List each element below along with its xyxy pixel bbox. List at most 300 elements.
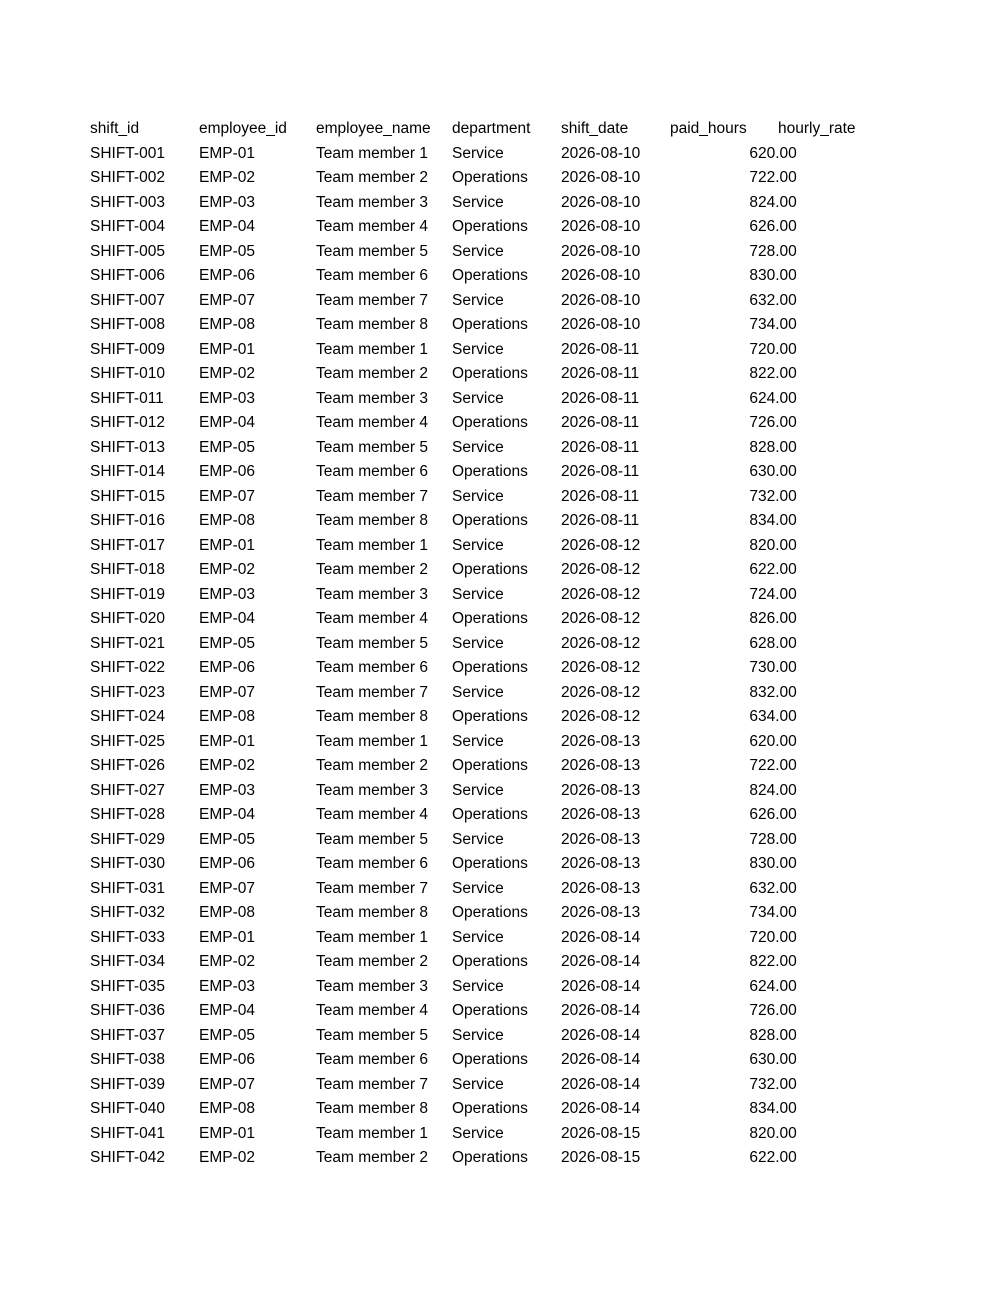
table-row [90,1146,970,1171]
cell-paid-hours: 7 [749,1075,758,1093]
table-row [90,558,970,583]
cell-shift-id: SHIFT-008 [90,316,165,333]
cell-shift-date: 2026-08-12 [561,536,641,554]
cell-hourly-rate: 20.00 [758,340,797,358]
cell-hourly-rate: 26.00 [758,806,797,823]
cell-employee-name: Team member 1 [316,144,428,162]
cell-employee-name: Team member 6 [316,1051,428,1068]
cell-employee-id: EMP-03 [199,389,255,407]
cell-paid-hours: 8 [749,781,758,799]
cell-shift-date: 2026-08-13 [561,904,641,921]
cell-hourly-rate: 22.00 [758,1149,797,1166]
cell-hourly-rate: 20.00 [758,144,797,162]
cell-employee-name: Team member 5 [316,634,428,652]
cell-employee-name: Team member 5 [316,242,428,260]
cell-paid-hours: 6 [749,732,758,750]
cell-shift-date: 2026-08-12 [561,585,641,603]
cell-department: Service [452,928,504,946]
cell-department: Operations [452,904,528,921]
cell-shift-date: 2026-08-14 [561,1051,641,1068]
cell-employee-id: EMP-05 [199,634,255,652]
cell-department: Service [452,536,504,554]
cell-employee-id: EMP-07 [199,1075,255,1093]
cell-shift-date: 2026-08-14 [561,1100,641,1117]
cell-department: Service [452,781,504,799]
cell-hourly-rate: 24.00 [758,193,797,211]
cell-paid-hours: 8 [749,365,758,382]
cell-hourly-rate: 28.00 [758,438,797,456]
cell-hourly-rate: 34.00 [758,1100,797,1117]
cell-department: Service [452,1026,504,1044]
table-row [90,926,970,951]
cell-employee-id: EMP-08 [199,512,255,529]
table-row [90,509,970,534]
cell-employee-name: Team member 7 [316,1075,428,1093]
cell-employee-name: Team member 2 [316,169,428,186]
cell-hourly-rate: 32.00 [758,291,797,309]
cell-employee-name: Team member 8 [316,512,428,529]
cell-shift-id: SHIFT-007 [90,291,165,309]
cell-shift-date: 2026-08-13 [561,855,641,872]
column-header-shift-date: shift_date [561,120,629,137]
cell-shift-id: SHIFT-020 [90,610,165,627]
cell-department: Operations [452,855,528,872]
table-row [90,1122,970,1147]
cell-department: Operations [452,1051,528,1068]
cell-department: Operations [452,169,528,186]
cell-shift-date: 2026-08-14 [561,928,641,946]
table-row [90,656,970,681]
table-row [90,362,970,387]
cell-hourly-rate: 26.00 [758,610,797,627]
cell-shift-date: 2026-08-13 [561,757,641,774]
cell-paid-hours: 8 [749,855,758,872]
cell-shift-id: SHIFT-017 [90,536,165,554]
cell-employee-id: EMP-01 [199,732,255,750]
table-row [90,999,970,1024]
cell-employee-id: EMP-03 [199,585,255,603]
cell-shift-date: 2026-08-10 [561,193,641,211]
cell-paid-hours: 6 [749,463,758,480]
cell-shift-date: 2026-08-13 [561,732,641,750]
cell-employee-id: EMP-01 [199,1124,255,1142]
cell-shift-date: 2026-08-10 [561,169,641,186]
cell-shift-id: SHIFT-002 [90,169,165,186]
cell-shift-date: 2026-08-11 [561,389,640,407]
cell-shift-id: SHIFT-026 [90,757,165,774]
cell-paid-hours: 6 [749,144,758,162]
column-header-department: department [452,120,531,137]
cell-hourly-rate: 24.00 [758,977,797,995]
cell-shift-date: 2026-08-14 [561,1026,641,1044]
cell-department: Service [452,879,504,897]
cell-hourly-rate: 24.00 [758,389,797,407]
cell-paid-hours: 8 [749,267,758,284]
table-row [90,313,970,338]
table-row [90,338,970,363]
cell-hourly-rate: 32.00 [758,1075,797,1093]
table-row [90,877,970,902]
cell-shift-id: SHIFT-028 [90,806,165,823]
cell-shift-id: SHIFT-022 [90,659,165,676]
cell-shift-date: 2026-08-11 [561,463,640,480]
cell-shift-id: SHIFT-025 [90,732,165,750]
cell-department: Operations [452,218,528,235]
table-row [90,436,970,461]
cell-department: Service [452,634,504,652]
cell-paid-hours: 8 [749,193,758,211]
cell-paid-hours: 8 [749,1124,758,1142]
cell-paid-hours: 7 [749,928,758,946]
cell-department: Service [452,487,504,505]
cell-employee-name: Team member 3 [316,977,428,995]
cell-employee-id: EMP-06 [199,463,255,480]
cell-shift-id: SHIFT-029 [90,830,165,848]
cell-hourly-rate: 20.00 [758,928,797,946]
cell-shift-id: SHIFT-023 [90,683,165,701]
cell-shift-id: SHIFT-019 [90,585,165,603]
cell-hourly-rate: 24.00 [758,781,797,799]
cell-department: Operations [452,267,528,284]
cell-employee-name: Team member 2 [316,1149,428,1166]
cell-employee-id: EMP-01 [199,144,255,162]
cell-shift-id: SHIFT-030 [90,855,165,872]
cell-department: Operations [452,414,528,431]
cell-hourly-rate: 34.00 [758,904,797,921]
cell-shift-date: 2026-08-11 [561,438,640,456]
cell-hourly-rate: 28.00 [758,830,797,848]
cell-paid-hours: 8 [749,536,758,554]
cell-paid-hours: 6 [749,708,758,725]
cell-department: Operations [452,1100,528,1117]
cell-paid-hours: 6 [749,1051,758,1068]
cell-department: Service [452,340,504,358]
cell-employee-id: EMP-08 [199,1100,255,1117]
cell-shift-date: 2026-08-12 [561,659,641,676]
cell-hourly-rate: 28.00 [758,1026,797,1044]
table-row [90,950,970,975]
cell-department: Service [452,242,504,260]
cell-employee-id: EMP-02 [199,953,255,970]
cell-shift-id: SHIFT-004 [90,218,165,235]
cell-hourly-rate: 26.00 [758,218,797,235]
cell-department: Operations [452,806,528,823]
column-header-hourly-rate: hourly_rate [778,120,856,137]
cell-hourly-rate: 28.00 [758,634,797,652]
column-header-paid-hours: paid_hours [670,120,747,137]
cell-paid-hours: 7 [749,757,758,774]
column-header-shift-id: shift_id [90,120,140,137]
cell-employee-name: Team member 5 [316,830,428,848]
cell-employee-id: EMP-07 [199,683,255,701]
cell-employee-id: EMP-07 [199,487,255,505]
cell-shift-date: 2026-08-10 [561,316,641,333]
cell-hourly-rate: 26.00 [758,1002,797,1019]
cell-shift-id: SHIFT-001 [90,144,165,162]
cell-employee-name: Team member 3 [316,389,428,407]
cell-employee-name: Team member 6 [316,267,428,284]
cell-paid-hours: 6 [749,1149,758,1166]
cell-employee-id: EMP-01 [199,340,255,358]
cell-employee-id: EMP-03 [199,193,255,211]
cell-employee-id: EMP-04 [199,414,255,431]
table-row [90,264,970,289]
cell-hourly-rate: 34.00 [758,512,797,529]
cell-employee-id: EMP-02 [199,1149,255,1166]
cell-employee-name: Team member 3 [316,193,428,211]
cell-shift-date: 2026-08-12 [561,634,641,652]
cell-employee-name: Team member 8 [316,316,428,333]
cell-department: Operations [452,512,528,529]
cell-hourly-rate: 30.00 [758,1051,797,1068]
cell-hourly-rate: 34.00 [758,708,797,725]
cell-employee-name: Team member 6 [316,659,428,676]
cell-employee-id: EMP-07 [199,291,255,309]
cell-paid-hours: 6 [749,977,758,995]
table-row [90,166,970,191]
table-row [90,1024,970,1049]
cell-employee-id: EMP-06 [199,267,255,284]
cell-department: Operations [452,757,528,774]
table-header-row [90,117,970,142]
cell-hourly-rate: 30.00 [758,463,797,480]
table-row [90,607,970,632]
cell-employee-name: Team member 1 [316,928,428,946]
table-row [90,779,970,804]
cell-shift-id: SHIFT-012 [90,414,165,431]
cell-paid-hours: 7 [749,904,758,921]
cell-employee-id: EMP-02 [199,365,255,382]
cell-hourly-rate: 22.00 [758,953,797,970]
table-row [90,632,970,657]
table-row [90,705,970,730]
cell-shift-id: SHIFT-009 [90,340,165,358]
cell-hourly-rate: 30.00 [758,659,797,676]
cell-employee-name: Team member 8 [316,708,428,725]
cell-shift-date: 2026-08-10 [561,218,641,235]
table-row [90,852,970,877]
cell-employee-name: Team member 5 [316,438,428,456]
cell-hourly-rate: 30.00 [758,855,797,872]
cell-shift-id: SHIFT-006 [90,267,165,284]
cell-hourly-rate: 22.00 [758,169,797,186]
cell-hourly-rate: 20.00 [758,1124,797,1142]
cell-department: Service [452,585,504,603]
cell-shift-id: SHIFT-016 [90,512,165,529]
cell-employee-name: Team member 7 [316,487,428,505]
table-row [90,485,970,510]
cell-paid-hours: 8 [749,610,758,627]
cell-employee-name: Team member 1 [316,1124,428,1142]
cell-employee-name: Team member 3 [316,781,428,799]
cell-department: Operations [452,1002,528,1019]
cell-employee-name: Team member 2 [316,757,428,774]
table-row [90,289,970,314]
cell-shift-id: SHIFT-011 [90,389,164,407]
cell-shift-date: 2026-08-12 [561,610,641,627]
cell-employee-id: EMP-06 [199,659,255,676]
cell-shift-id: SHIFT-042 [90,1149,165,1166]
cell-shift-date: 2026-08-13 [561,830,641,848]
cell-paid-hours: 7 [749,242,758,260]
cell-shift-id: SHIFT-037 [90,1026,165,1044]
cell-paid-hours: 7 [749,316,758,333]
cell-employee-name: Team member 4 [316,610,428,627]
cell-employee-name: Team member 6 [316,463,428,480]
table-row [90,215,970,240]
cell-shift-date: 2026-08-14 [561,1075,641,1093]
cell-shift-id: SHIFT-033 [90,928,165,946]
cell-department: Service [452,683,504,701]
cell-department: Service [452,389,504,407]
cell-employee-id: EMP-03 [199,977,255,995]
cell-shift-date: 2026-08-11 [561,512,640,529]
cell-shift-id: SHIFT-039 [90,1075,165,1093]
table-row [90,803,970,828]
cell-department: Operations [452,1149,528,1166]
table-row [90,534,970,559]
cell-shift-date: 2026-08-14 [561,953,641,970]
cell-department: Operations [452,316,528,333]
cell-hourly-rate: 22.00 [758,561,797,578]
cell-shift-id: SHIFT-038 [90,1051,165,1068]
cell-paid-hours: 7 [749,1002,758,1019]
cell-employee-id: EMP-03 [199,781,255,799]
cell-employee-id: EMP-08 [199,904,255,921]
cell-employee-name: Team member 7 [316,683,428,701]
cell-employee-id: EMP-02 [199,757,255,774]
cell-shift-date: 2026-08-11 [561,340,640,358]
cell-paid-hours: 7 [749,169,758,186]
table-row [90,754,970,779]
cell-shift-date: 2026-08-13 [561,806,641,823]
cell-shift-date: 2026-08-15 [561,1124,641,1142]
cell-employee-name: Team member 4 [316,218,428,235]
column-header-employee-name: employee_name [316,120,431,137]
cell-shift-id: SHIFT-024 [90,708,165,725]
table-row [90,1048,970,1073]
cell-employee-id: EMP-05 [199,830,255,848]
cell-department: Operations [452,463,528,480]
cell-employee-id: EMP-05 [199,438,255,456]
cell-shift-id: SHIFT-014 [90,463,165,480]
cell-hourly-rate: 22.00 [758,365,797,382]
cell-paid-hours: 6 [749,634,758,652]
cell-employee-name: Team member 2 [316,953,428,970]
cell-department: Service [452,144,504,162]
cell-department: Operations [452,659,528,676]
cell-paid-hours: 7 [749,414,758,431]
cell-department: Service [452,1124,504,1142]
table-row [90,1097,970,1122]
table-row [90,240,970,265]
cell-employee-name: Team member 4 [316,414,428,431]
cell-employee-name: Team member 1 [316,340,428,358]
cell-paid-hours: 6 [749,806,758,823]
cell-department: Service [452,1075,504,1093]
table-row [90,828,970,853]
cell-shift-id: SHIFT-005 [90,242,165,260]
table-row [90,583,970,608]
cell-shift-id: SHIFT-035 [90,977,165,995]
cell-shift-date: 2026-08-10 [561,242,641,260]
cell-paid-hours: 7 [749,340,758,358]
cell-hourly-rate: 30.00 [758,267,797,284]
cell-employee-name: Team member 2 [316,365,428,382]
cell-employee-id: EMP-04 [199,610,255,627]
cell-employee-id: EMP-05 [199,242,255,260]
cell-employee-id: EMP-08 [199,708,255,725]
cell-employee-id: EMP-01 [199,536,255,554]
cell-employee-id: EMP-04 [199,218,255,235]
cell-shift-date: 2026-08-12 [561,708,641,725]
cell-hourly-rate: 24.00 [758,585,797,603]
cell-employee-id: EMP-08 [199,316,255,333]
cell-shift-id: SHIFT-041 [90,1124,165,1142]
cell-shift-id: SHIFT-040 [90,1100,165,1117]
cell-paid-hours: 7 [749,659,758,676]
shifts-table [90,117,970,1171]
cell-department: Service [452,438,504,456]
cell-employee-id: EMP-04 [199,1002,255,1019]
cell-shift-date: 2026-08-15 [561,1149,641,1166]
cell-department: Service [452,193,504,211]
cell-hourly-rate: 22.00 [758,757,797,774]
cell-employee-name: Team member 4 [316,1002,428,1019]
cell-department: Operations [452,610,528,627]
cell-hourly-rate: 32.00 [758,487,797,505]
cell-shift-date: 2026-08-10 [561,291,641,309]
cell-paid-hours: 8 [749,438,758,456]
cell-shift-id: SHIFT-018 [90,561,165,578]
cell-shift-date: 2026-08-13 [561,879,641,897]
cell-shift-date: 2026-08-11 [561,487,640,505]
cell-paid-hours: 8 [749,512,758,529]
cell-employee-id: EMP-07 [199,879,255,897]
cell-shift-id: SHIFT-003 [90,193,165,211]
cell-paid-hours: 6 [749,879,758,897]
table-row [90,191,970,216]
cell-paid-hours: 7 [749,487,758,505]
table-row [90,460,970,485]
cell-shift-date: 2026-08-11 [561,414,640,431]
cell-employee-name: Team member 8 [316,904,428,921]
cell-employee-name: Team member 7 [316,879,428,897]
table-row [90,730,970,755]
cell-department: Operations [452,953,528,970]
cell-employee-id: EMP-06 [199,1051,255,1068]
cell-employee-id: EMP-04 [199,806,255,823]
cell-shift-date: 2026-08-11 [561,365,640,382]
cell-shift-id: SHIFT-032 [90,904,165,921]
cell-department: Operations [452,708,528,725]
table-row [90,681,970,706]
cell-employee-name: Team member 4 [316,806,428,823]
table-body [90,142,970,1171]
cell-employee-name: Team member 1 [316,536,428,554]
cell-employee-id: EMP-01 [199,928,255,946]
cell-paid-hours: 8 [749,683,758,701]
cell-shift-id: SHIFT-021 [90,634,165,652]
cell-shift-id: SHIFT-034 [90,953,165,970]
cell-employee-id: EMP-02 [199,169,255,186]
cell-department: Service [452,830,504,848]
column-header-employee-id: employee_id [199,120,287,137]
cell-employee-name: Team member 6 [316,855,428,872]
cell-employee-name: Team member 8 [316,1100,428,1117]
cell-paid-hours: 6 [749,218,758,235]
table-row [90,901,970,926]
